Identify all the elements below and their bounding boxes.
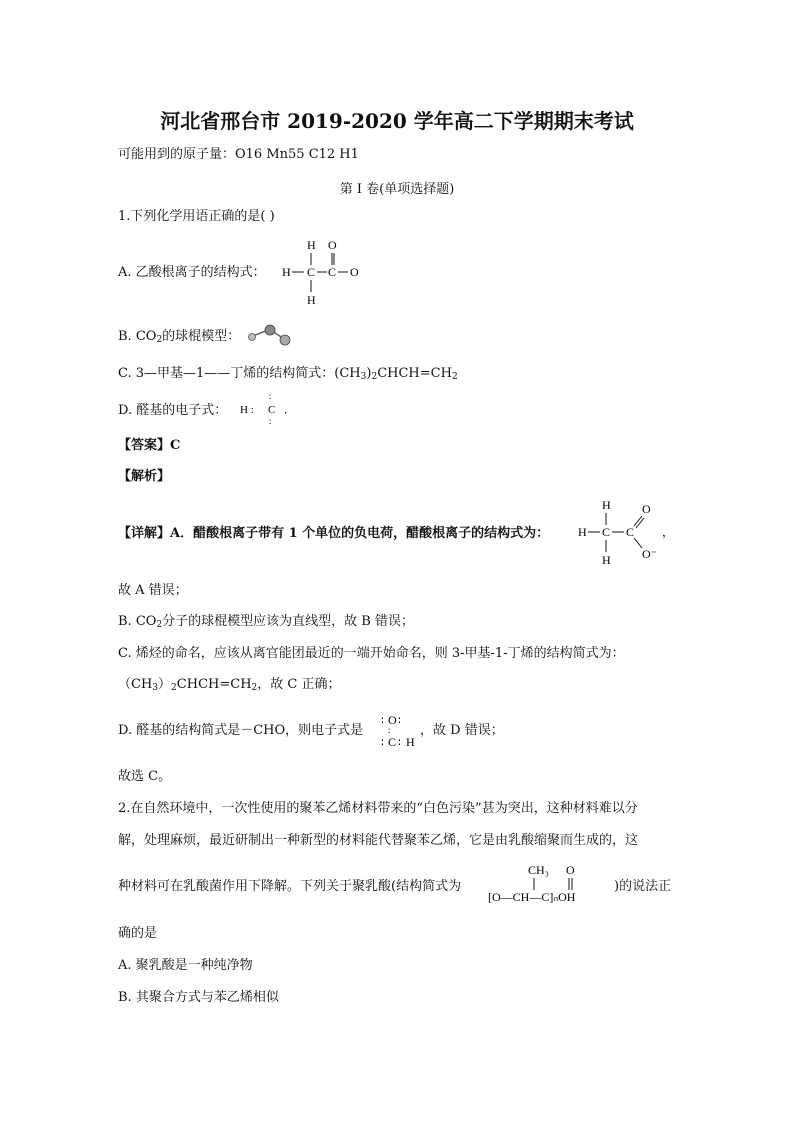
detail-a	[118, 525, 549, 543]
detail-c1: C. 烯烃的命名，应该从离官能团最近的一端开始命名，则 3-甲基-1-丁烯的结构简式为：	[118, 646, 625, 661]
correct-atom-o: O	[388, 713, 397, 727]
conclusion: 故选 C。	[118, 769, 172, 784]
detail-b-suffix: 分子的球棍模型应该为直线型，故 B 错误；	[162, 614, 414, 629]
ion-atom-h-left: H	[578, 525, 587, 539]
ion-atom-h-top: H	[602, 498, 611, 512]
section-heading: 第 I 卷(单项选择题)	[339, 182, 455, 197]
aldehyde-electron-formula-correct	[380, 710, 420, 752]
polylactic-acid-formula	[486, 860, 614, 906]
detail-b	[118, 613, 414, 634]
pla-ch3: CH₃	[528, 863, 549, 877]
atom-c: C	[268, 404, 276, 416]
q1-option-c-sub2: 2	[371, 372, 378, 382]
q1-option-c-sub3: 2	[451, 372, 458, 382]
answer-label: 【答案】C	[118, 438, 181, 453]
q1-option-c-sub1: 3	[360, 372, 367, 382]
detail-c2-b: ）	[158, 677, 172, 692]
ion-atom-o-top: O	[642, 502, 651, 516]
ion-atom-c2: C	[626, 525, 635, 539]
q1-option-b-sub: 2	[156, 335, 163, 345]
atom-h-bottom: H	[307, 293, 316, 307]
detail-b-prefix: B. CO	[118, 614, 157, 629]
q1-option-c-mid: )	[366, 366, 372, 381]
dots-top: ∶	[269, 392, 272, 402]
correct-dots-o-right: ∶	[398, 715, 401, 727]
correct-atom-h: H	[406, 735, 415, 749]
correct-colon: ∶	[398, 737, 401, 749]
analysis-label: 【解析】	[118, 469, 171, 484]
h-colon: H :	[240, 404, 254, 416]
detail-d-a: D. 醛基的结构简式是－CHO，则电子式是	[118, 723, 364, 738]
q2-line1: 2.在自然环境中，一次性使用的聚苯乙烯材料带来的“白色污染”甚为突出，这种材料难以分	[118, 801, 638, 816]
detail-c2-a: （CH	[118, 677, 153, 692]
q1-option-b-suffix: 的球棍模型：	[162, 329, 241, 344]
q1-option-c-tail: CHCH=CH	[377, 366, 452, 381]
q1-option-d	[118, 402, 227, 420]
detail-a2: 故 A 错误；	[118, 583, 188, 598]
q1-option-c	[118, 365, 458, 386]
correct-dots-o-left: ∶	[381, 715, 384, 727]
correct-dots-mid: ∶	[388, 726, 391, 736]
q2-line3	[118, 878, 461, 896]
correct-atom-c: C	[388, 735, 397, 749]
q2-line4: 确的是	[118, 926, 158, 941]
atom-c2: C	[328, 265, 337, 279]
correct-dot-c: ∶	[381, 737, 384, 749]
q1-option-d-label: D. 醛基的电子式：	[118, 403, 228, 418]
atom-h-left: H	[282, 265, 291, 279]
q2-line2: 解，处理麻烦，最近研制出一种新型的材料能代替聚苯乙烯，它是由乳酸缩聚而生成的，这	[118, 833, 639, 848]
detail-c2-sub3: 2	[251, 683, 258, 693]
atomic-masses: 可能用到的原子量：O16 Mn55 C12 H1	[118, 147, 359, 162]
detail-a-end: ，	[662, 525, 675, 539]
detail-c2-sub2: 2	[171, 683, 177, 693]
q1-option-a	[118, 264, 266, 282]
detail-a-text: 【详解】A．醋酸根离子带有 1 个单位的负电荷，醋酸根离子的结构式为：	[118, 526, 550, 541]
ion-atom-h-bottom: H	[602, 553, 611, 567]
detail-c2-sub1: 3	[152, 683, 159, 693]
detail-d-b: ，故 D 错误；	[420, 723, 504, 738]
detail-d	[118, 722, 363, 740]
ion-atom-o-minus: O⁻	[642, 547, 657, 561]
q1-stem: 1.下列化学用语正确的是( )	[118, 209, 275, 224]
q2-line3-a: 种材料可在乳酸菌作用下降解。下列关于聚乳酸(结构简式为	[118, 879, 462, 894]
acetate-structure-formula	[280, 236, 380, 308]
aldehyde-electron-formula-wrong	[238, 392, 298, 426]
option-d-tail: ．	[284, 404, 295, 416]
q2-option-b: B. 其聚合方式与苯乙烯相似	[118, 990, 279, 1005]
detail-b-sub: 2	[156, 620, 163, 630]
q1-option-a-label: A. 乙酸根离子的结构式：	[118, 265, 266, 280]
ball-stick-model-icon	[246, 322, 294, 348]
detail-c2	[118, 676, 340, 697]
atom-o-right: O	[350, 265, 359, 279]
q1-option-b-prefix: B. CO	[118, 329, 157, 344]
q1-option-c-text: C. 3—甲基—1——丁烯的结构简式：(CH	[118, 366, 361, 381]
pla-o-top: O	[566, 863, 575, 877]
atom-c1: C	[307, 265, 316, 279]
detail-c2-d: ，故 C 正确；	[257, 677, 341, 692]
ion-atom-c1: C	[602, 525, 611, 539]
detail-c2-c: CHCH=CH	[176, 677, 252, 692]
q1-option-b	[118, 328, 240, 349]
q2-line3-b: )的说法正	[614, 879, 672, 894]
pla-polymer: [O—CH—C]ₙOH	[488, 890, 576, 904]
acetate-ion-formula	[576, 496, 676, 568]
atom-o-top: O	[328, 238, 337, 252]
atom-h-top: H	[307, 238, 316, 252]
dots-bottom: ∶	[269, 417, 272, 426]
page-title: 河北省邢台市 2019-2020 学年高二下学期期末考试	[160, 109, 634, 133]
q2-option-a: A. 聚乳酸是一种纯净物	[118, 958, 253, 973]
